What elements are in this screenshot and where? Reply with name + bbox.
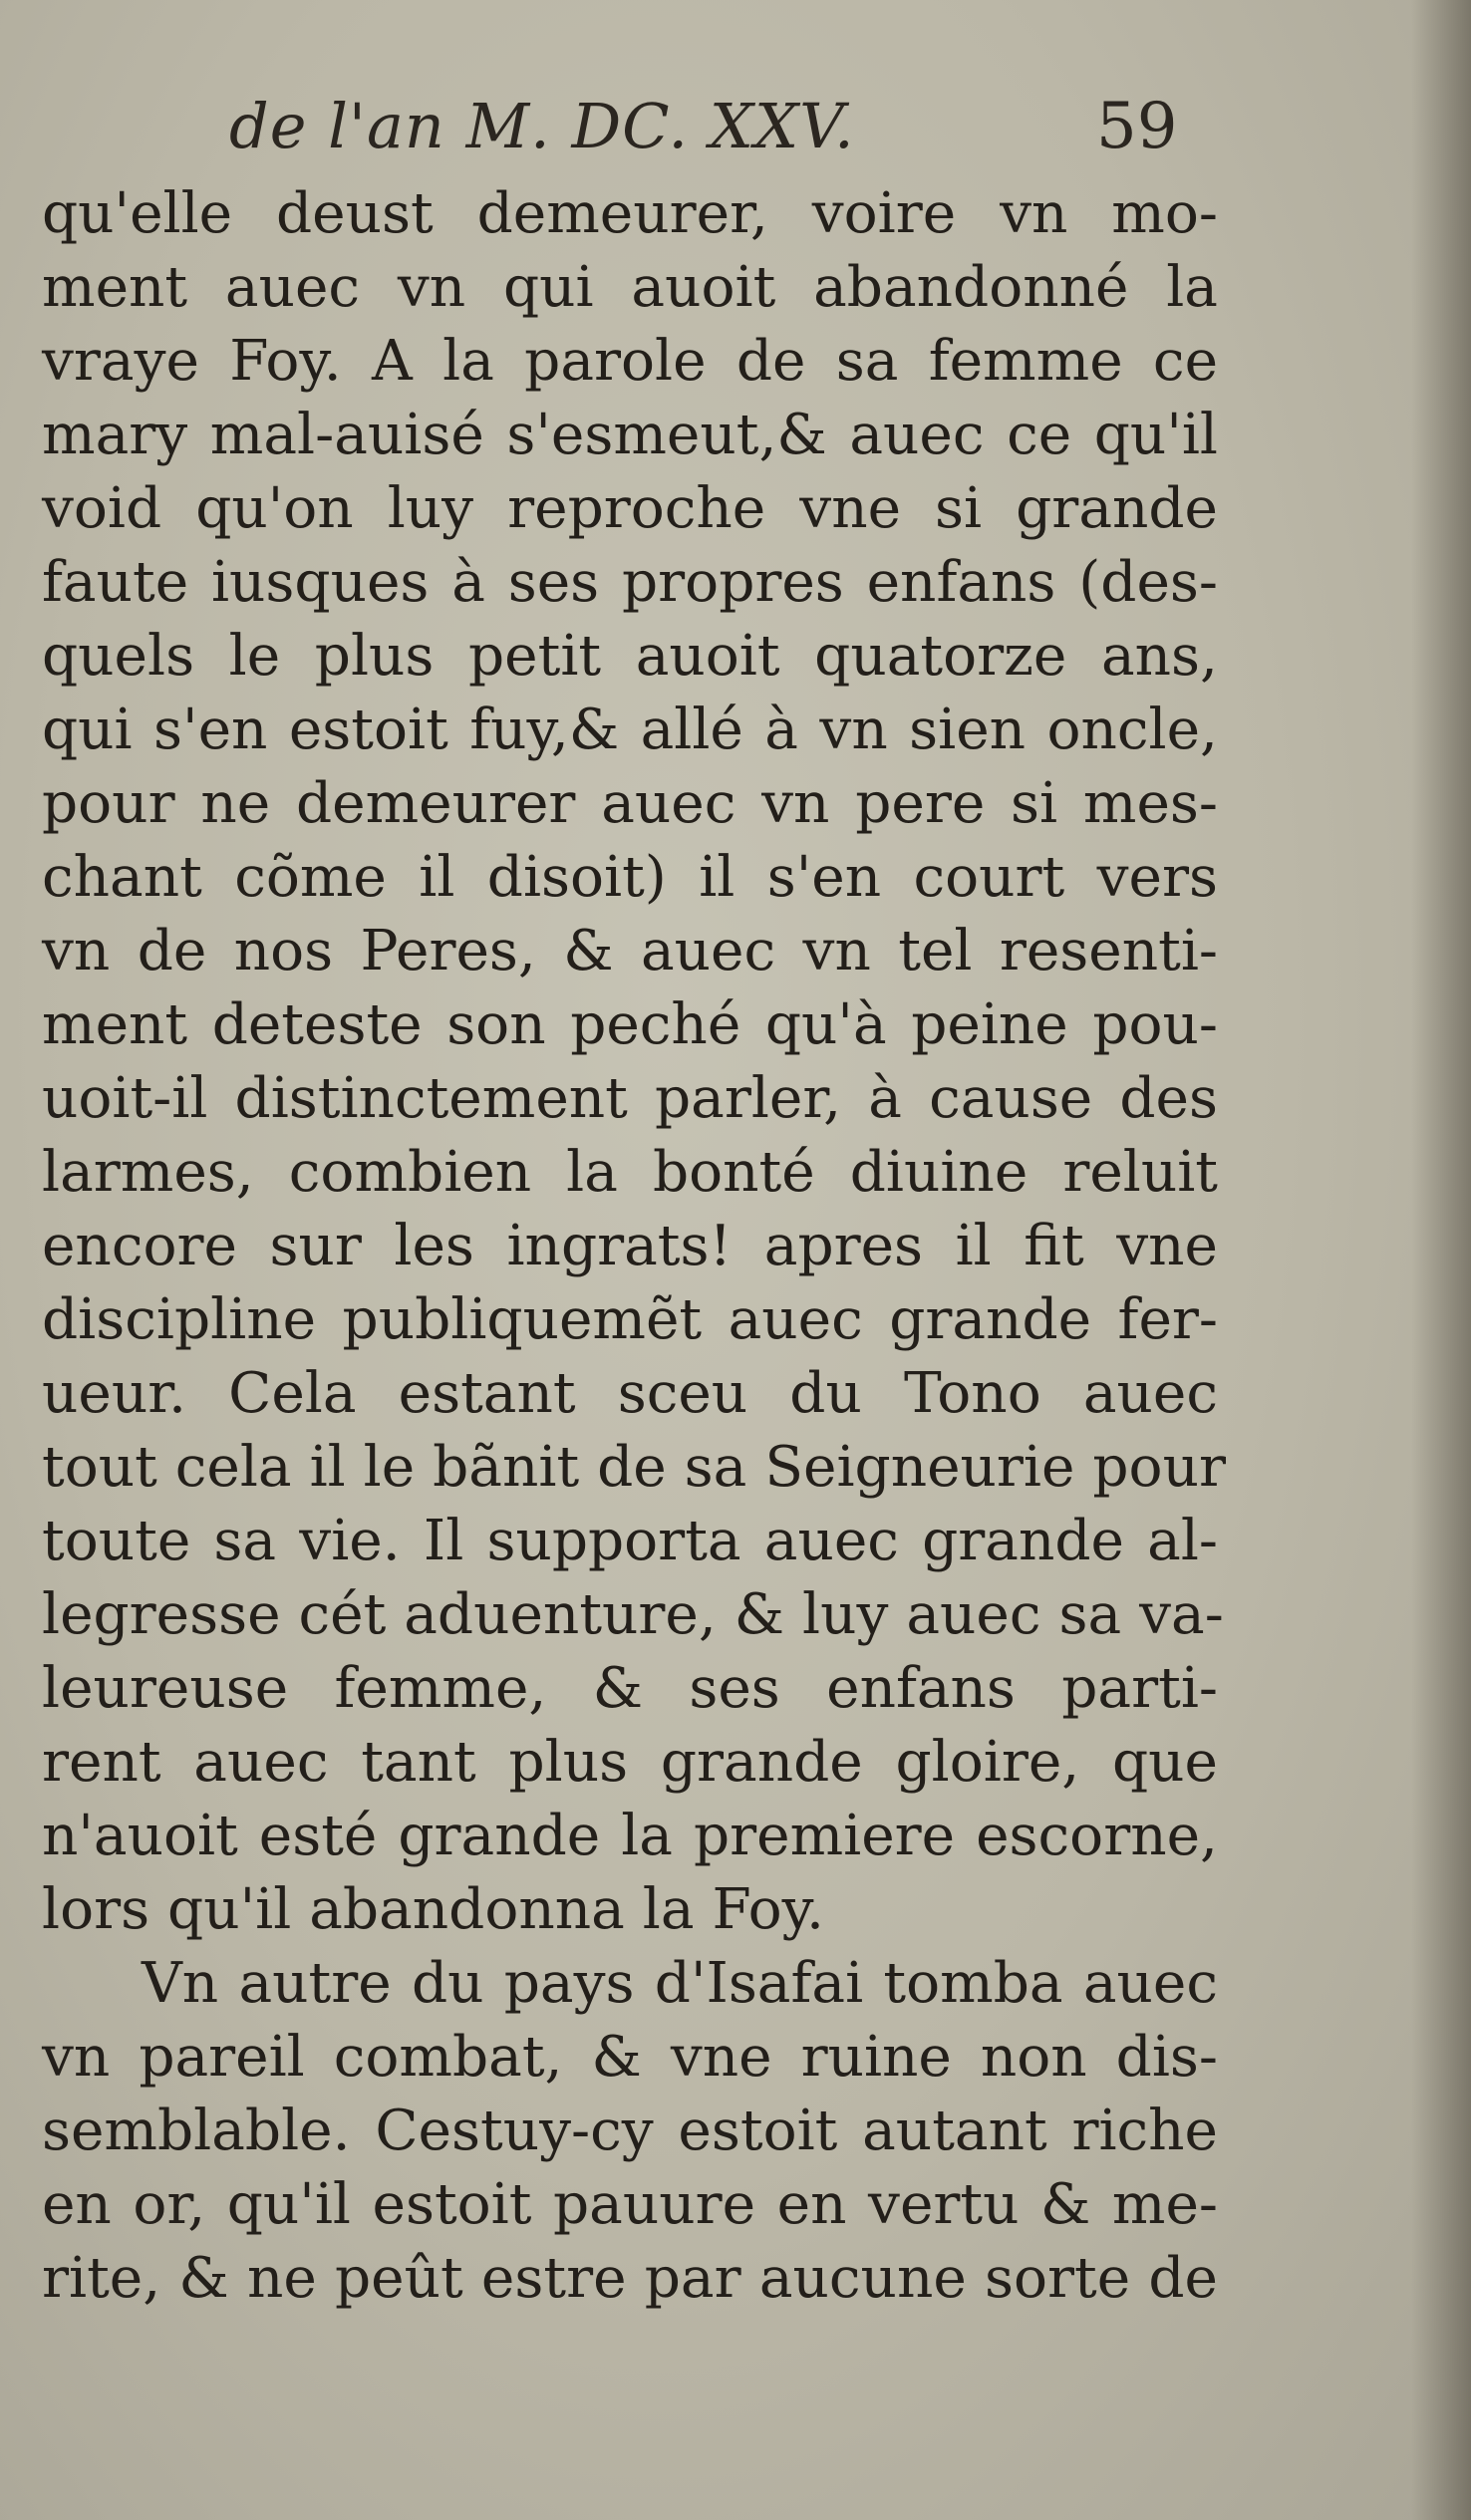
text-line: chant cõme il disoit) il s'en court vers <box>42 845 1218 910</box>
text-line: semblable. Cestuy-cy estoit autant riche <box>42 2099 1218 2163</box>
text-line: rent auec tant plus grande gloire, que <box>42 1730 1218 1795</box>
paragraph <box>42 177 1226 1947</box>
text-line: qui s'en estoit fuy,& allé à vn sien oncle, <box>42 698 1218 762</box>
paragraph <box>42 1947 1218 2316</box>
running-header <box>229 80 1226 179</box>
text-line: encore sur les ingrats! apres il fit vne <box>42 1214 1218 1278</box>
text-line: ueur. Cela estant sceu du Tono auec <box>42 1361 1218 1426</box>
text-line: ment deteste son peché qu'à peine pou- <box>42 992 1218 1057</box>
text-line: discipline publiquemẽt auec grande fer- <box>42 1287 1218 1352</box>
text-line: quels le plus petit auoit quatorze ans, <box>42 624 1218 689</box>
page-edge-shadow <box>1411 0 1471 2520</box>
page-number: 59 <box>1096 90 1178 163</box>
text-line: larmes, combien la bonté diuine reluit <box>42 1140 1218 1205</box>
text-line: uoit-il distinctement parler, à cause des <box>42 1066 1218 1131</box>
text-line: ment auec vn qui auoit abandonné la <box>42 255 1218 320</box>
text-line: vraye Foy. A la parole de sa femme ce <box>42 329 1218 394</box>
text-line: mary mal-auisé s'esmeut,& auec ce qu'il <box>42 403 1218 467</box>
text-line: n'auoit esté grande la premiere escorne, <box>42 1804 1218 1868</box>
text-line: vn pareil combat, & vne ruine non dis- <box>42 2025 1218 2090</box>
text-line: void qu'on luy reproche vne si grande <box>42 476 1218 541</box>
text-line: toute sa vie. Il supporta auec grande al- <box>42 1509 1218 1573</box>
text-line: faute iusques à ses propres enfans (des- <box>42 550 1218 615</box>
text-line: rite, & ne peût estre par aucune sorte de <box>42 2246 1218 2311</box>
text-line: leureuse femme, & ses enfans parti- <box>42 1656 1218 1721</box>
text-line: tout cela il le bãnit de sa Seigneurie pour <box>42 1435 1226 1500</box>
body-text <box>42 177 1226 2316</box>
text-line: Vn autre du pays d'Isafai tomba auec <box>142 1951 1218 2016</box>
text-line: vn de nos Peres, & auec vn tel resenti- <box>42 919 1218 983</box>
text-line: legresse cét aduenture, & luy auec sa va- <box>42 1582 1224 1647</box>
text-line: qu'elle deust demeurer, voire vn mo- <box>42 181 1218 246</box>
text-line: pour ne demeurer auec vn pere si mes- <box>42 771 1218 836</box>
text-line: en or, qu'il estoit pauure en vertu & me- <box>42 2172 1218 2237</box>
text-line: lors qu'il abandonna la Foy. <box>42 1877 824 1942</box>
running-title: de l'an M. DC. XXV. <box>229 90 855 162</box>
